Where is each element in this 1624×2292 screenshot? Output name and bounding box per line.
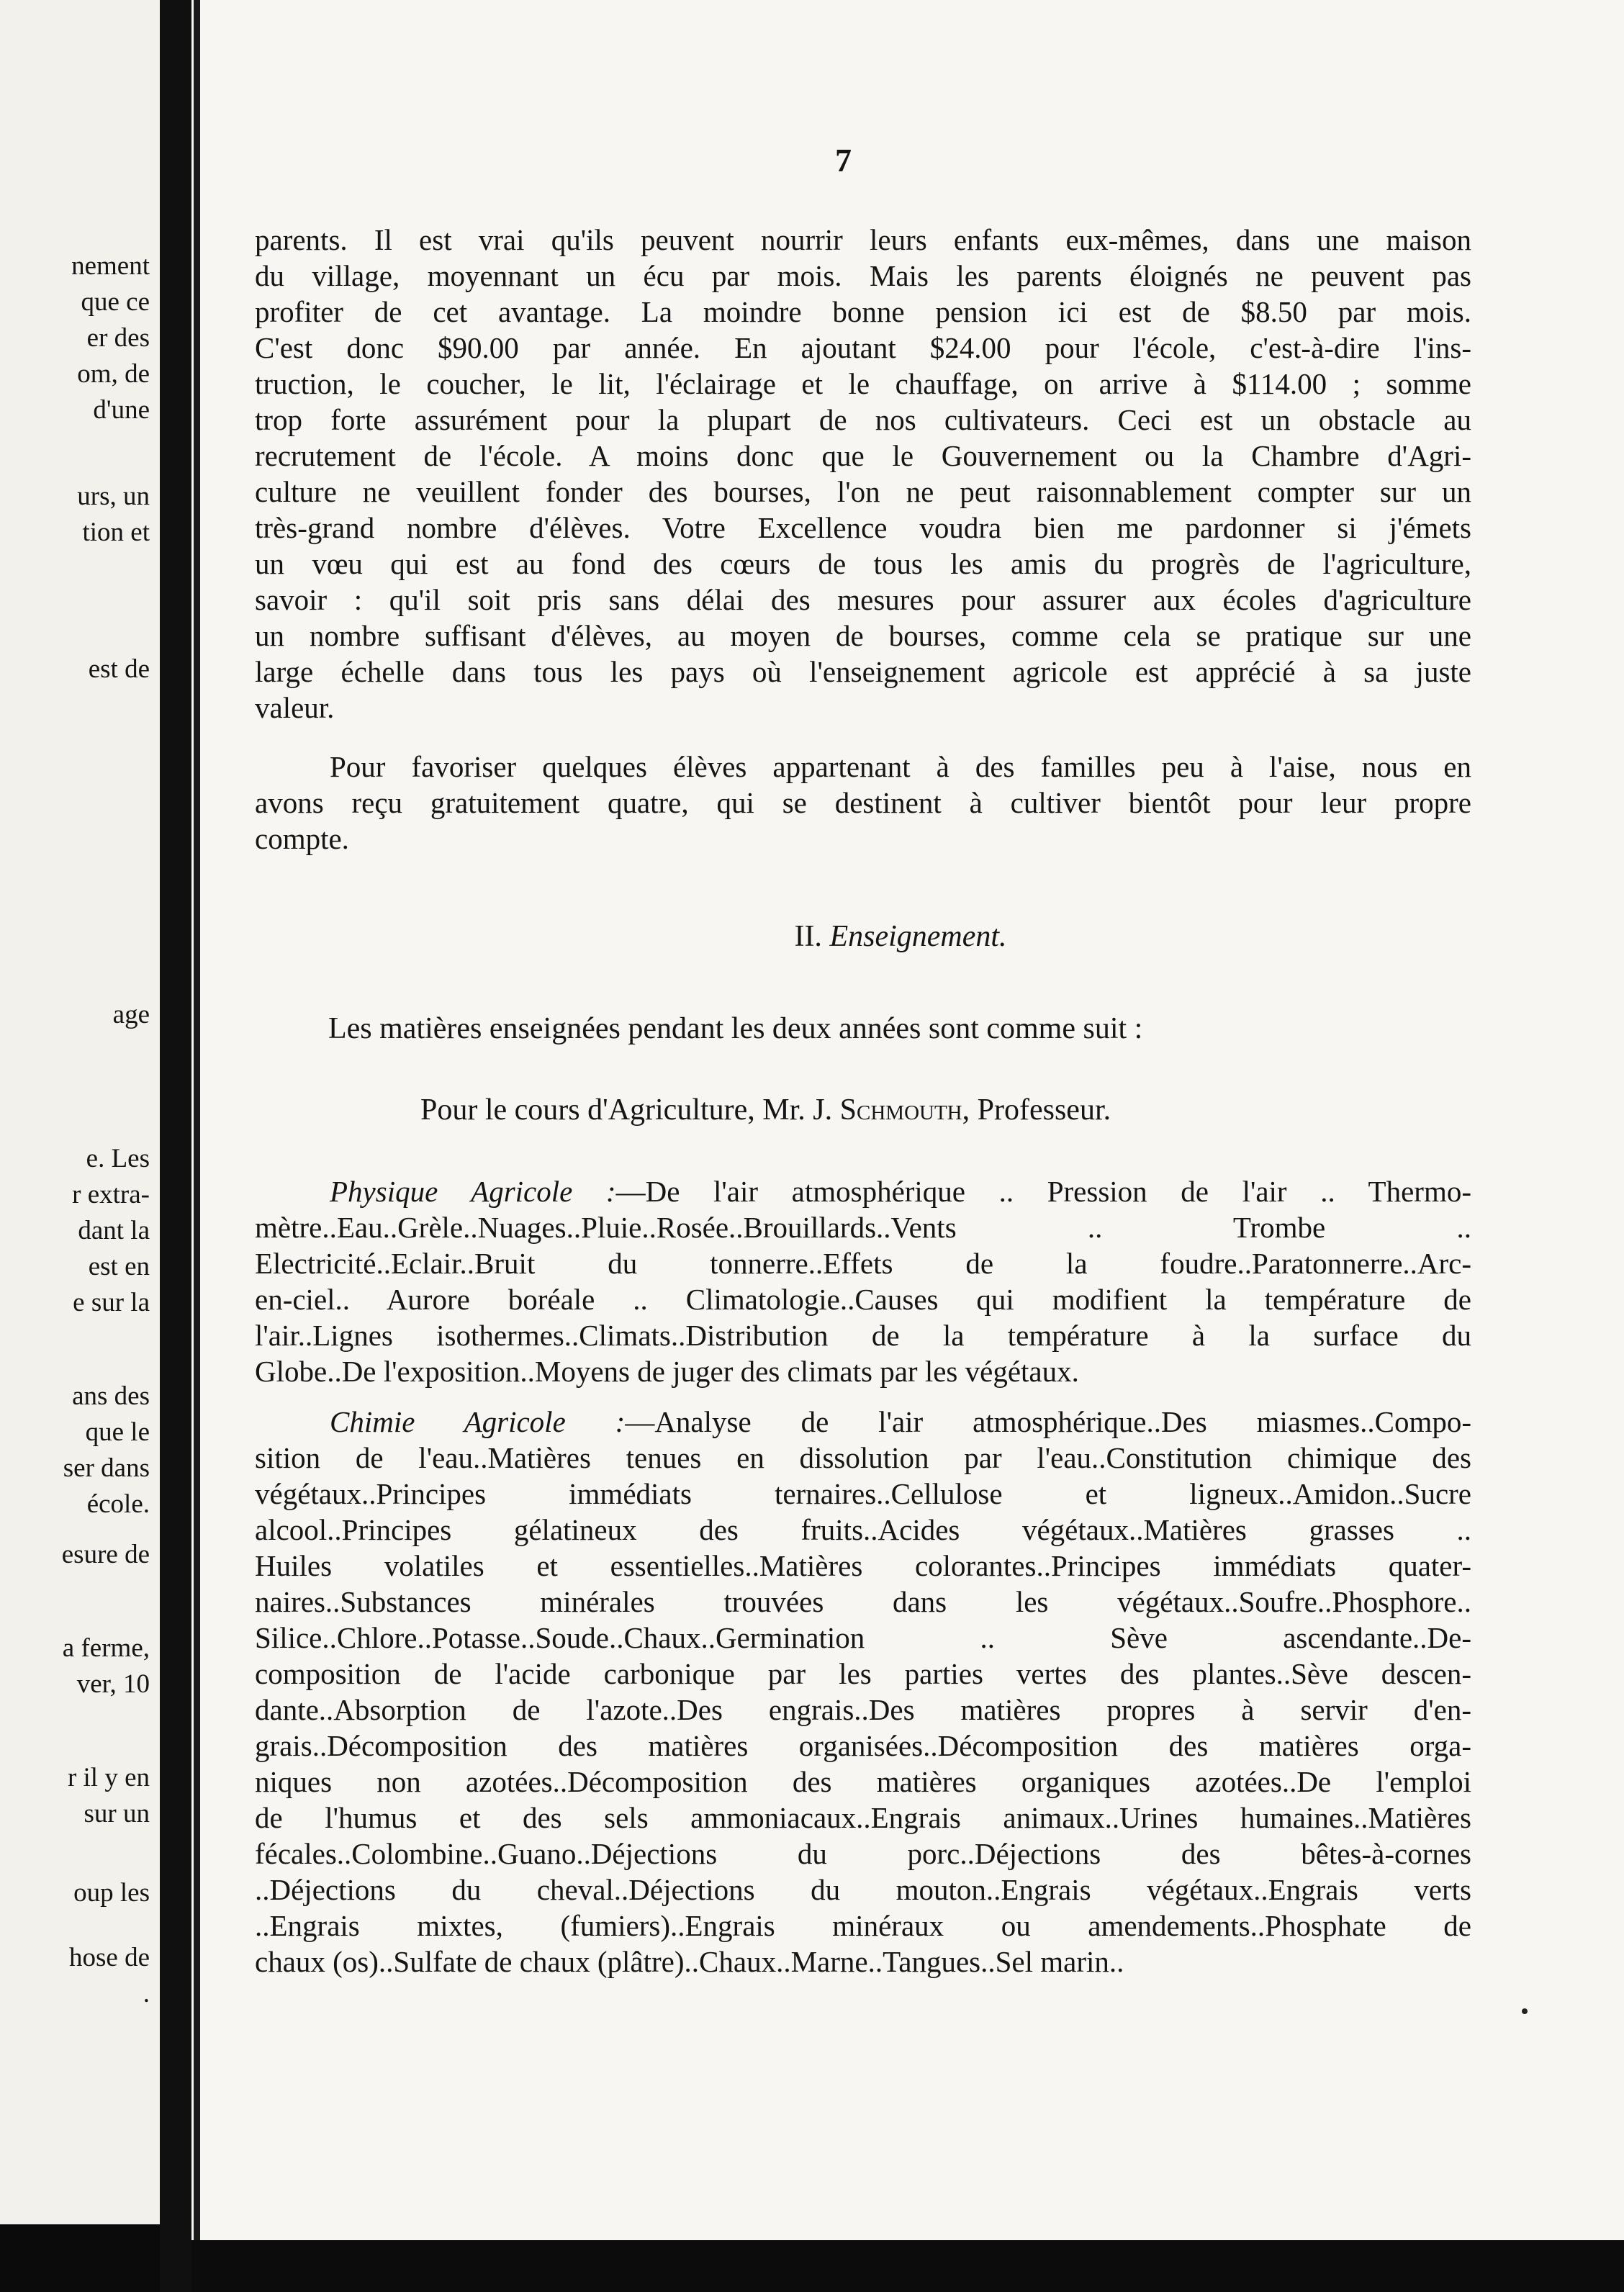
professor-name: Schmouth [839,1093,962,1127]
subjects-intro: Les matières enseignées pendant les deux années sont comme suit : [328,1012,1143,1045]
text-line: avons reçu gratuitement quatre, qui se destinent à cultiver bientôt pour leur propre [255,786,1471,819]
section-title: Enseignement. [829,920,1007,953]
left-page-fragment: om, de [77,359,150,389]
page-number: 7 [835,142,852,179]
text-line: composition de l'acide carbonique par les parties vertes des plantes..Sève descen- [255,1657,1471,1690]
physique-heading: Physique Agricole : [330,1175,616,1208]
text-line: végétaux..Principes immédiats ternaires..Cellulose et ligneux..Amidon..Sucre [255,1477,1471,1510]
text-line: fécales..Colombine..Guano..Déjections du porc..Déjections des bêtes-à-cornes [255,1837,1471,1870]
left-page-fragment: dant la [78,1216,150,1245]
text-line: naires..Substances minérales trouvées dans les végétaux..Soufre..Phosphore.. [255,1585,1471,1618]
professor-prefix: Pour le cours d'Agriculture, Mr. J. [420,1093,833,1127]
left-page-fragment: est en [88,1252,150,1281]
text-line: large échelle dans tous les pays où l'enseignement agricole est apprécié à sa juste [255,655,1471,688]
left-page-fragment: er des [86,323,150,353]
left-page-fragment: tion et [82,518,150,547]
left-page-fragment: ans des [72,1381,150,1411]
professor-line [420,1093,1111,1127]
text-line: C'est donc $90.00 par année. En ajoutant $24.00 pour l'école, c'est-à-dire l'ins- [255,331,1471,364]
text-line: Pour favoriser quelques élèves appartenant à des familles peu à l'aise, nous en [330,750,1471,783]
section-number: II. [794,920,822,953]
left-page-fragment: nement [71,251,150,281]
text-line: niques non azotées..Décomposition des matières organiques azotées..De l'emploi [255,1765,1471,1798]
ink-dot [1522,2008,1528,2014]
text-line: un nombre suffisant d'élèves, au moyen de bourses, comme cela se pratique sur une [255,619,1471,652]
text-line: Huiles volatiles et essentielles..Matières colorantes..Principes immédiats quater- [255,1549,1471,1582]
text-line: alcool..Principes gélatineux des fruits..Acides végétaux..Matières grasses .. [255,1513,1471,1546]
text-line: mètre..Eau..Grèle..Nuages..Pluie..Rosée..Brouillards..Vents .. Trombe .. [255,1211,1471,1244]
left-page-fragment: age [112,1000,150,1029]
chimie-heading: Chimie Agricole : [330,1405,626,1438]
left-page-fragment: que le [85,1417,150,1447]
main-page [191,0,1624,2240]
left-page-fragment: r extra- [72,1180,150,1209]
text-line: en-ciel.. Aurore boréale .. Climatologie..Causes qui modifient la température de [255,1283,1471,1316]
paragraph-tuition [255,222,1471,726]
text-line: très-grand nombre d'élèves. Votre Excellence voudra bien me pardonner si j'émets [255,511,1471,544]
left-page-fragment: e sur la [73,1288,150,1317]
text-line: du village, moyennant un écu par mois. Mais les parents éloignés ne peuvent pas [255,259,1471,292]
left-page-fragment: esure de [61,1540,150,1569]
page-gutter [160,0,191,2292]
section-heading [191,919,1610,954]
left-page-fragment: ser dans [63,1453,150,1483]
left-page-fragment: sur un [84,1799,150,1828]
text-line [255,1173,1471,1209]
text-line: chaux (os)..Sulfate de chaux (plâtre)..Chaux..Marne..Tangues..Sel marin.. [255,1945,1124,1978]
left-page-fragment: que ce [81,287,150,317]
text-line: valeur. [255,691,335,724]
left-facing-page [0,0,160,2224]
text-line: savoir : qu'il soit pris sans délai des mesures pour assurer aux écoles d'agriculture [255,583,1471,616]
bottom-border [191,2240,1624,2292]
chimie-agricole-section [255,1404,1471,1980]
left-page-fragment: urs, un [77,482,150,511]
left-page-fragment: ver, 10 [76,1669,150,1699]
left-page-fragment: . [143,1979,150,2008]
text-line: recrutement de l'école. A moins donc que le Gouvernement ou la Chambre d'Agri- [255,439,1471,472]
left-page-fragment: d'une [93,395,150,425]
text-line [255,1404,1471,1440]
left-page-fragment: hose de [69,1943,150,1972]
text-line: Electricité..Eclair..Bruit du tonnerre..Effets de la foudre..Paratonnerre..Arc- [255,1247,1471,1280]
left-page-fragment: r il y en [67,1763,150,1792]
left-page-fragment: e. Les [86,1144,150,1173]
left-page-fragment: oup les [73,1878,150,1908]
professor-suffix: , Professeur. [962,1093,1111,1127]
physique-agricole-section [255,1173,1471,1389]
text-line: dante..Absorption de l'azote..Des engrais..Des matières propres à servir d'en- [255,1693,1471,1726]
text-line: culture ne veuillent fonder des bourses, l'on ne peut raisonnablement compter sur un [255,475,1471,508]
text-line-content: —Analyse de l'air atmosphérique..Des miasmes..Compo- [625,1405,1471,1438]
left-page-fragment: école. [86,1489,150,1519]
text-line: un vœu qui est au fond des cœurs de tous les amis du progrès de l'agriculture, [255,547,1471,580]
text-line-content: —De l'air atmosphérique .. Pression de l'air .. Thermo- [615,1175,1471,1208]
text-line: Silice..Chlore..Potasse..Soude..Chaux..Germination .. Sève ascendante..De- [255,1621,1471,1654]
left-page-fragment: a ferme, [62,1633,150,1663]
text-line: grais..Décomposition des matières organisées..Décomposition des matières orga- [255,1729,1471,1762]
text-line: ..Déjections du cheval..Déjections du mouton..Engrais végétaux..Engrais verts [255,1873,1471,1906]
text-line: profiter de cet avantage. La moindre bonne pension ici est de $8.50 par mois. [255,295,1471,328]
text-line: truction, le coucher, le lit, l'éclairage et le chauffage, on arrive à $114.00 ; somme [255,367,1471,400]
page-edge-rule [194,0,200,2240]
text-line: trop forte assurément pour la plupart de nos cultivateurs. Ceci est un obstacle au [255,403,1471,436]
text-line: sition de l'eau..Matières tenues en dissolution par l'eau..Constitution chimique des [255,1441,1471,1474]
text-line: Globe..De l'exposition..Moyens de juger des climats par les végétaux. [255,1355,1079,1388]
left-page-fragment: est de [88,654,150,684]
text-line: parents. Il est vrai qu'ils peuvent nourrir leurs enfants eux-mêmes, dans une maison [255,223,1471,256]
text-line: de l'humus et des sels ammoniacaux..Engrais animaux..Urines humaines..Matières [255,1801,1471,1834]
text-line: l'air..Lignes isothermes..Climats..Distribution de la température à la surface du [255,1319,1471,1352]
text-line: ..Engrais mixtes, (fumiers)..Engrais minéraux ou amendements..Phosphate de [255,1909,1471,1942]
text-line: compte. [255,822,349,855]
paragraph-scholarships [255,749,1471,857]
